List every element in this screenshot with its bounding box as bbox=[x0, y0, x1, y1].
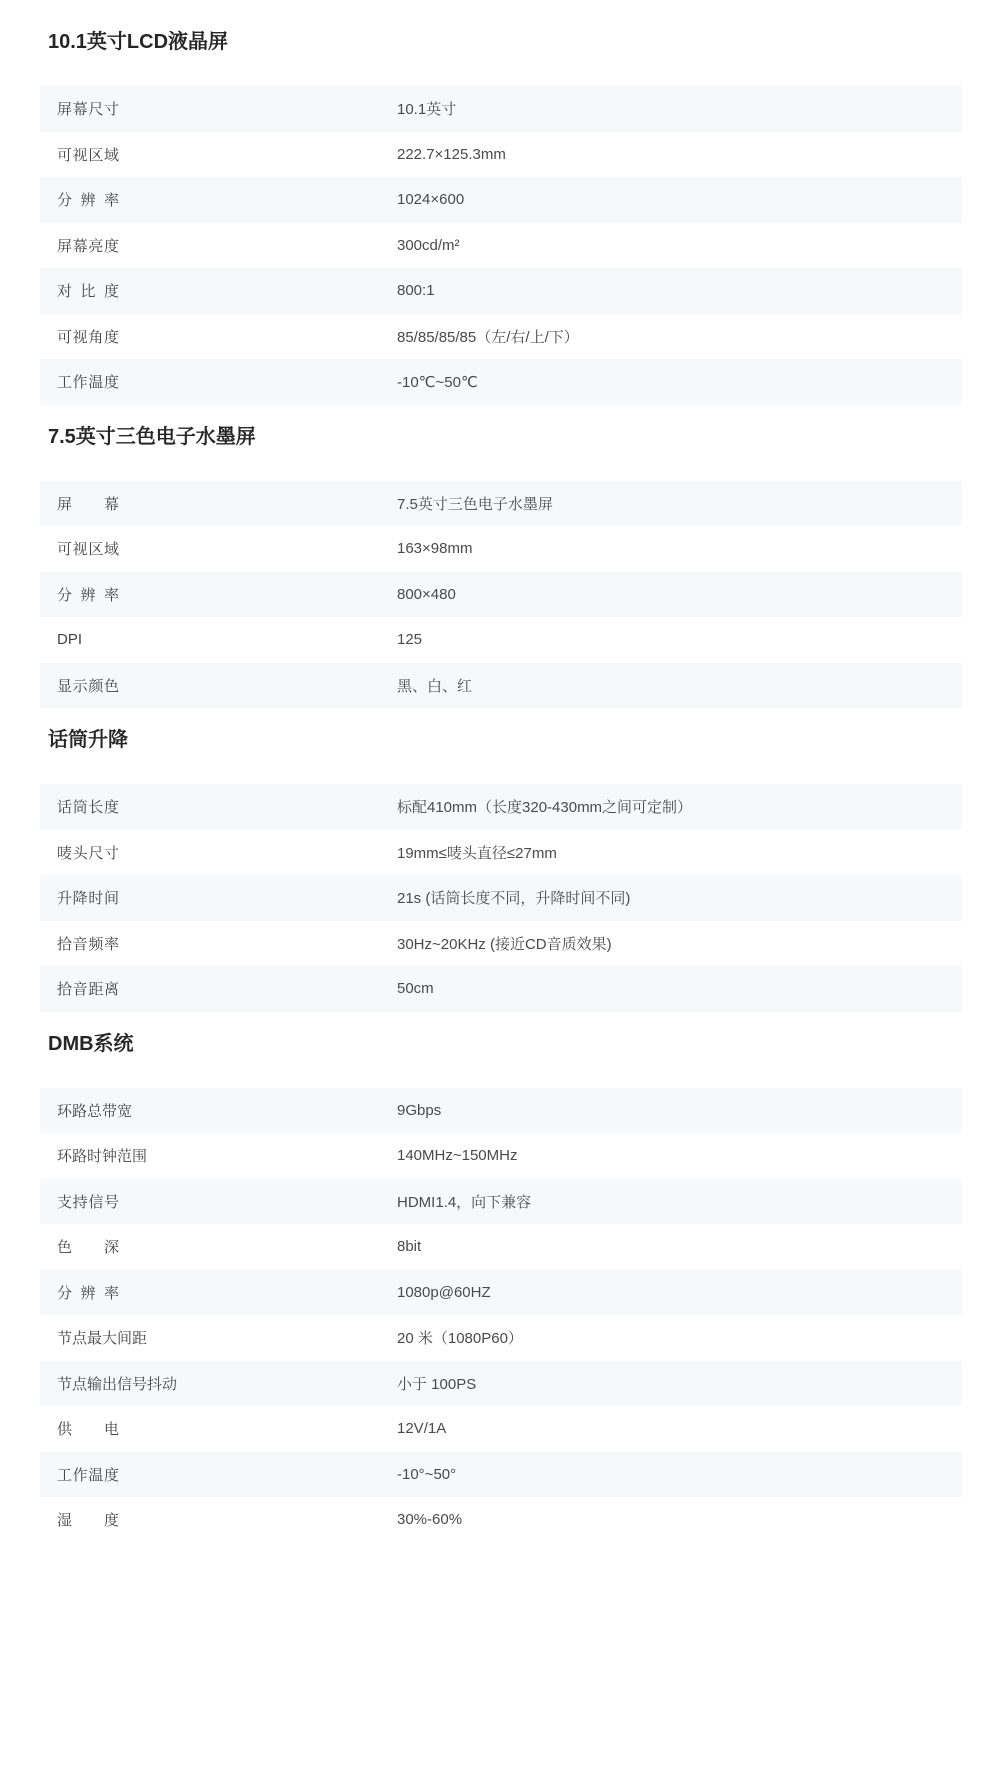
table-row bbox=[40, 572, 962, 618]
spec-value: 19mm≤唛头直径≤27mm bbox=[397, 844, 557, 862]
spec-label-text: 屏幕尺寸 bbox=[57, 101, 119, 119]
spec-value: 50cm bbox=[397, 980, 434, 998]
spec-value: 163×98mm bbox=[397, 540, 473, 558]
spec-label bbox=[57, 493, 397, 514]
spec-label-text: 工作温度 bbox=[57, 374, 119, 392]
table-row bbox=[40, 784, 962, 830]
spec-label bbox=[57, 887, 397, 908]
table-row bbox=[40, 617, 962, 663]
table-row bbox=[40, 875, 962, 921]
section-title: 7.5英寸三色电子水墨屏 bbox=[48, 425, 256, 448]
spec-label-text: 显示颜色 bbox=[57, 677, 119, 695]
spec-label bbox=[57, 933, 397, 954]
spec-label bbox=[57, 631, 397, 648]
spec-label bbox=[57, 1282, 397, 1303]
spec-value: 标配410mm（长度320-430mm之间可定制） bbox=[397, 799, 693, 817]
spec-label-text: 拾音距离 bbox=[57, 981, 119, 999]
spec-label bbox=[57, 280, 397, 301]
spec-value: 21s (话筒长度不同，升降时间不同) bbox=[397, 890, 631, 908]
spec-label bbox=[57, 235, 397, 256]
table-row bbox=[40, 132, 962, 178]
spec-label bbox=[57, 1145, 397, 1166]
table-row bbox=[40, 177, 962, 223]
table-row bbox=[40, 223, 962, 269]
table-row bbox=[40, 921, 962, 967]
table-row bbox=[40, 966, 962, 1012]
spec-rows bbox=[0, 1088, 1000, 1543]
spec-label-text: 色深 bbox=[57, 1239, 119, 1257]
spec-section-1 bbox=[0, 421, 1000, 709]
spec-value: 222.7×125.3mm bbox=[397, 145, 506, 163]
table-row bbox=[40, 1179, 962, 1225]
spec-rows bbox=[0, 481, 1000, 709]
spec-sheet bbox=[0, 26, 1000, 1543]
spec-value: 300cd/m² bbox=[397, 236, 460, 254]
spec-label-text: 环路总带宽 bbox=[57, 1102, 133, 1120]
spec-label-text: 支持信号 bbox=[57, 1193, 119, 1211]
spec-label-text: 屏幕 bbox=[57, 495, 119, 513]
spec-label-text: 屏幕亮度 bbox=[57, 237, 119, 255]
spec-value: 9Gbps bbox=[397, 1101, 442, 1119]
table-row bbox=[40, 1497, 962, 1543]
spec-label-text: 分辨率 bbox=[57, 192, 119, 210]
spec-label-text: 唛头尺寸 bbox=[57, 844, 119, 862]
spec-rows bbox=[0, 784, 1000, 1012]
spec-section-0 bbox=[0, 26, 1000, 405]
spec-value: 30Hz~20KHz (接近CD音质效果) bbox=[397, 935, 612, 953]
spec-label bbox=[57, 796, 397, 817]
spec-label-text: 拾音频率 bbox=[57, 935, 119, 953]
spec-label-text: 湿度 bbox=[57, 1512, 119, 1530]
table-row bbox=[40, 1315, 962, 1361]
spec-label-text: 分辨率 bbox=[57, 1284, 119, 1302]
table-row bbox=[40, 1088, 962, 1134]
section-title: 话筒升降 bbox=[48, 729, 128, 751]
table-row bbox=[40, 86, 962, 132]
spec-label bbox=[57, 1509, 397, 1530]
spec-value: 7.5英寸三色电子水墨屏 bbox=[397, 495, 553, 513]
spec-label-text: 供电 bbox=[57, 1421, 119, 1439]
spec-label-text: 节点最大间距 bbox=[57, 1330, 148, 1348]
spec-value: 小于 100PS bbox=[397, 1375, 477, 1393]
spec-label bbox=[57, 371, 397, 392]
section-title: DMB系统 bbox=[48, 1032, 134, 1055]
spec-label bbox=[57, 1373, 397, 1394]
spec-value: 20 米（1080P60） bbox=[397, 1330, 523, 1348]
spec-label bbox=[57, 1236, 397, 1257]
spec-label bbox=[57, 978, 397, 999]
spec-value: 黑、白、红 bbox=[397, 677, 473, 695]
spec-label bbox=[57, 1100, 397, 1121]
spec-value: 800×480 bbox=[397, 585, 456, 603]
spec-label bbox=[57, 98, 397, 119]
table-row bbox=[40, 359, 962, 405]
spec-value: 140MHz~150MHz bbox=[397, 1147, 518, 1165]
spec-label bbox=[57, 1418, 397, 1439]
spec-label bbox=[57, 584, 397, 605]
spec-rows bbox=[0, 86, 1000, 405]
spec-label bbox=[57, 1191, 397, 1212]
table-row bbox=[40, 1270, 962, 1316]
spec-label-text: 对比度 bbox=[57, 283, 119, 301]
spec-label bbox=[57, 538, 397, 559]
spec-label-text: 工作温度 bbox=[57, 1466, 119, 1484]
spec-label bbox=[57, 842, 397, 863]
table-row bbox=[40, 830, 962, 876]
spec-value: -10℃~50℃ bbox=[397, 373, 478, 391]
spec-label bbox=[57, 144, 397, 165]
table-row bbox=[40, 1224, 962, 1270]
spec-value: 1024×600 bbox=[397, 191, 465, 209]
spec-value: 125 bbox=[397, 631, 423, 649]
table-row bbox=[40, 268, 962, 314]
table-row bbox=[40, 314, 962, 360]
table-row bbox=[40, 1406, 962, 1452]
spec-label-text: DPI bbox=[57, 631, 83, 649]
table-row bbox=[40, 1133, 962, 1179]
spec-value: 800:1 bbox=[397, 282, 435, 300]
spec-value: HDMI1.4，向下兼容 bbox=[397, 1193, 532, 1211]
spec-label-text: 可视角度 bbox=[57, 328, 119, 346]
spec-section-3 bbox=[0, 1028, 1000, 1543]
spec-value: 85/85/85/85（左/右/上/下） bbox=[397, 328, 579, 346]
spec-value: 1080p@60HZ bbox=[397, 1283, 491, 1301]
spec-label bbox=[57, 1327, 397, 1348]
spec-value: 12V/1A bbox=[397, 1420, 447, 1438]
spec-label-text: 节点输出信号抖动 bbox=[57, 1375, 178, 1393]
spec-value: 30%-60% bbox=[397, 1511, 463, 1529]
spec-value: -10°~50° bbox=[397, 1465, 457, 1483]
table-row bbox=[40, 526, 962, 572]
table-row bbox=[40, 663, 962, 709]
spec-value: 10.1英寸 bbox=[397, 101, 457, 119]
spec-label-text: 可视区域 bbox=[57, 146, 119, 164]
table-row bbox=[40, 481, 962, 527]
spec-label-text: 升降时间 bbox=[57, 890, 119, 908]
spec-label-text: 可视区域 bbox=[57, 541, 119, 559]
spec-label-text: 环路时钟范围 bbox=[57, 1148, 148, 1166]
spec-label bbox=[57, 189, 397, 210]
section-title: 10.1英寸LCD液晶屏 bbox=[48, 31, 229, 53]
table-row bbox=[40, 1452, 962, 1498]
spec-label bbox=[57, 675, 397, 696]
spec-section-2 bbox=[0, 724, 1000, 1012]
table-row bbox=[40, 1361, 962, 1407]
spec-label bbox=[57, 1464, 397, 1485]
spec-label bbox=[57, 326, 397, 347]
spec-label-text: 话筒长度 bbox=[57, 799, 119, 817]
spec-label-text: 分辨率 bbox=[57, 586, 119, 604]
spec-value: 8bit bbox=[397, 1238, 422, 1256]
